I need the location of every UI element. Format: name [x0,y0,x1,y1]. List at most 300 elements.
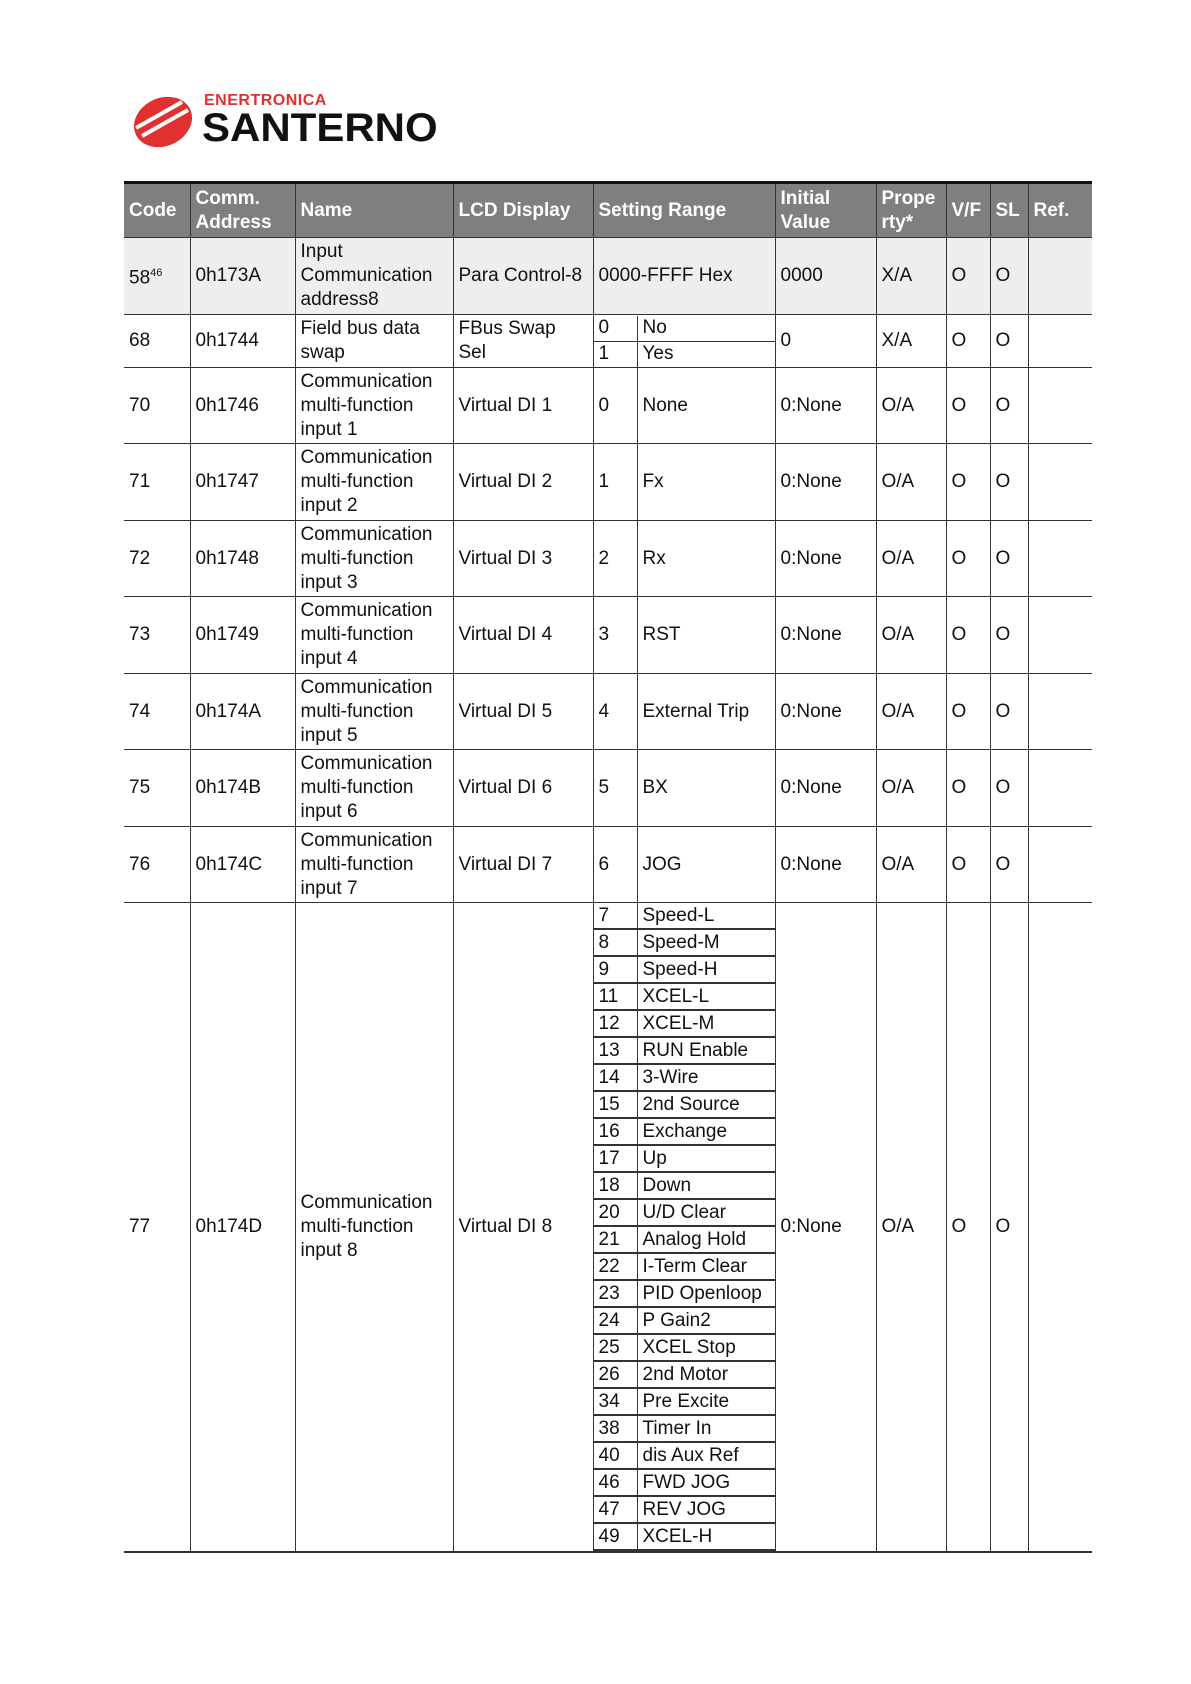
property-cell [876,827,946,903]
address-cell-text: 0h1748 [195,547,259,569]
name-cell-text: Communication multi-function input 4 [300,600,433,669]
initial-value-cell-text: 0:None [780,547,842,569]
option-row [594,827,775,902]
option-value: 40 [594,1442,638,1469]
vf-cell-text: O [951,330,967,351]
logo-mark-icon [130,92,196,152]
option-label: XCEL-H [637,1523,775,1550]
option-value: 6 [598,853,610,875]
setting-range-cell [593,521,775,597]
sl-cell-text: O [995,700,1011,722]
lcd-display-cell [453,827,593,903]
code-cell [124,674,190,750]
name-cell [295,597,453,674]
setting-range-cell [593,903,775,1553]
table-row [124,750,1092,827]
vf-cell [946,674,990,750]
name-cell [295,750,453,827]
option-label: Exchange [637,1118,775,1145]
option-label: Yes [637,341,775,367]
code-cell-text: 75 [129,777,151,798]
lcd-display-cell [453,444,593,521]
address-cell [190,315,295,368]
setting-range-cell [593,368,775,444]
code-cell [124,750,190,827]
table-row [124,597,1092,674]
option-row [594,1442,775,1469]
column-header: Comm. Address [190,183,295,238]
option-label: PID Openloop [637,1280,775,1307]
ref-cell [1028,315,1092,368]
lcd-display-cell [453,521,593,597]
sl-cell-text: O [995,624,1011,645]
table-row [124,238,1092,315]
option-row [594,444,775,520]
option-label: I-Term Clear [637,1253,775,1280]
lcd-display-cell [453,315,593,368]
option-row [594,1496,775,1523]
option-row [594,1469,775,1496]
sl-cell [990,597,1028,674]
sl-cell [990,238,1028,315]
footnote-ref: 46 [150,267,163,280]
vf-cell [946,238,990,315]
option-label: dis Aux Ref [637,1442,775,1469]
vf-cell [946,827,990,903]
option-label: Pre Excite [637,1388,775,1415]
options-list [594,597,775,673]
option-row [594,1280,775,1307]
sl-cell-text: O [995,471,1011,492]
option-value: 12 [594,1010,638,1037]
column-header: LCD Display [453,183,593,238]
option-row [594,1226,775,1253]
property-cell-text: O/A [881,777,915,798]
initial-value-cell-text: 0:None [780,471,842,492]
name-cell [295,903,453,1553]
ref-cell [1028,674,1092,750]
lcd-display-cell-text: Virtual DI 2 [458,471,553,492]
property-cell-text: O/A [881,1216,915,1237]
lcd-display-cell-text: Para Control-8 [458,265,583,286]
lcd-display-cell [453,368,593,444]
code-cell-text: 77 [129,1216,151,1237]
vf-cell [946,903,990,1553]
option-label: 3-Wire [637,1064,775,1091]
column-header: Initial Value [775,183,876,238]
name-cell-text: Communication multi-function input 7 [300,829,433,899]
option-label: Timer In [637,1415,775,1442]
option-row [594,1334,775,1361]
option-value: 3 [598,624,610,645]
address-cell-text: 0h1746 [195,394,259,416]
option-value: 0 [598,394,610,416]
name-cell [295,674,453,750]
vf-cell-text: O [951,265,967,286]
lcd-display-cell-text: Virtual DI 6 [458,777,553,798]
option-value: 7 [594,903,638,929]
table-row [124,315,1092,368]
property-cell-text: O/A [881,853,915,875]
ref-cell [1028,238,1092,315]
option-value: 16 [594,1118,638,1145]
option-row [594,1361,775,1388]
vf-cell-text: O [951,547,967,569]
initial-value-cell-text: 0:None [780,777,842,798]
property-cell [876,238,946,315]
address-cell-text: 0h174B [195,777,262,798]
address-cell [190,444,295,521]
sl-cell [990,903,1028,1553]
code-cell [124,597,190,674]
option-row [594,1118,775,1145]
options-list [594,750,775,826]
initial-value-cell-text: 0 [780,330,792,351]
property-cell-text: O/A [881,547,915,569]
option-label: Down [637,1172,775,1199]
initial-value-cell [775,521,876,597]
address-cell [190,521,295,597]
option-row [594,1523,775,1550]
option-value: 49 [594,1523,638,1550]
initial-value-cell [775,903,876,1553]
sl-cell-text: O [995,853,1011,875]
ref-cell [1028,827,1092,903]
option-row [594,368,775,443]
option-label: Speed-M [637,929,775,956]
sl-cell-text: O [995,394,1011,416]
name-cell-text: Input Communication address8 [300,241,433,310]
option-value: 9 [594,956,638,983]
option-label: No [637,316,775,342]
option-row [594,903,775,929]
option-value: 21 [594,1226,638,1253]
setting-range-cell [593,827,775,903]
address-cell-text: 0h173A [195,265,262,286]
sl-cell-text: O [995,265,1011,286]
lcd-display-cell-text: FBus Swap Sel [458,318,556,363]
initial-value-cell [775,597,876,674]
column-header: Code [124,183,190,238]
ref-cell [1028,597,1092,674]
property-cell-text: O/A [881,700,915,722]
setting-range-cell [593,750,775,827]
option-row [594,341,775,367]
option-value: 26 [594,1361,638,1388]
sl-cell-text: O [995,547,1011,569]
option-value: 1 [594,341,638,367]
option-row [594,1064,775,1091]
property-cell [876,750,946,827]
option-row [594,1253,775,1280]
address-cell [190,368,295,444]
lcd-display-cell [453,750,593,827]
name-cell-text: Field bus data swap [300,318,420,363]
lcd-display-cell-text: Virtual DI 4 [458,624,553,645]
option-label: BX [637,750,775,826]
code-cell [124,238,190,315]
code-cell [124,315,190,368]
name-cell [295,521,453,597]
column-header: Name [295,183,453,238]
option-value: 20 [594,1199,638,1226]
setting-range-cell [593,315,775,368]
code-cell-text: 76 [129,853,151,875]
column-header: Prope rty* [876,183,946,238]
vf-cell [946,597,990,674]
lcd-display-cell [453,674,593,750]
option-row [594,1091,775,1118]
option-value: 11 [594,983,638,1010]
address-cell [190,238,295,315]
lcd-display-cell-text: Virtual DI 8 [458,1216,553,1237]
table-header [124,183,1092,238]
table-row [124,444,1092,521]
vf-cell [946,368,990,444]
code-cell [124,368,190,444]
option-label: REV JOG [637,1496,775,1523]
column-header: SL [990,183,1028,238]
vf-cell-text: O [951,1216,967,1237]
vf-cell [946,521,990,597]
options-list [594,903,775,1551]
option-value: 46 [594,1469,638,1496]
vf-cell [946,315,990,368]
option-label: Up [637,1145,775,1172]
code-cell-text: 71 [129,471,151,492]
name-cell-text: Communication multi-function input 5 [300,676,433,746]
option-value: 24 [594,1307,638,1334]
santerno-logo [130,88,450,158]
name-cell-text: Communication multi-function input 3 [300,523,433,593]
option-label: 2nd Source [637,1091,775,1118]
vf-cell-text: O [951,700,967,722]
code-cell-text: 70 [129,394,151,416]
address-cell-text: 0h174A [195,700,262,722]
name-cell-text: Communication multi-function input 2 [300,447,433,516]
sl-cell [990,368,1028,444]
sl-cell-text: O [995,330,1011,351]
property-cell [876,444,946,521]
option-label: External Trip [637,674,775,749]
code-cell [124,903,190,1553]
lcd-display-cell-text: Virtual DI 7 [458,853,553,875]
option-label: Rx [637,521,775,596]
options-list [594,316,775,367]
options-list [594,827,775,902]
option-row [594,929,775,956]
option-label: Analog Hold [637,1226,775,1253]
setting-range-cell [593,674,775,750]
name-cell [295,315,453,368]
setting-range-cell [593,597,775,674]
option-row [594,1172,775,1199]
logo-subtitle: ENERTRONICA [204,92,327,109]
option-value: 34 [594,1388,638,1415]
option-row [594,983,775,1010]
address-cell-text: 0h174D [195,1216,263,1237]
parameter-table [124,181,1092,1553]
option-value: 1 [598,471,610,492]
code-cell-text: 74 [129,700,151,722]
option-label: Fx [637,444,775,520]
option-label: P Gain2 [637,1307,775,1334]
option-row [594,1307,775,1334]
initial-value-cell [775,238,876,315]
option-label: 2nd Motor [637,1361,775,1388]
code-cell-text: 58 [129,267,151,289]
initial-value-cell-text: 0:None [780,394,842,416]
sl-cell-text: O [995,777,1011,798]
initial-value-cell [775,674,876,750]
vf-cell-text: O [951,394,967,416]
ref-cell [1028,750,1092,827]
option-label: U/D Clear [637,1199,775,1226]
initial-value-cell-text: 0:None [780,853,842,875]
table-row [124,521,1092,597]
initial-value-cell-text: 0:None [780,624,842,645]
address-cell-text: 0h1747 [195,471,259,492]
vf-cell-text: O [951,471,967,492]
option-row [594,750,775,826]
address-cell-text: 0h174C [195,853,263,875]
lcd-display-cell-text: Virtual DI 1 [458,394,553,416]
option-value: 0 [598,317,610,338]
sl-cell [990,750,1028,827]
sl-cell-text: O [995,1216,1011,1237]
option-row [594,597,775,673]
address-cell-text: 0h1744 [195,330,259,351]
option-value: 5 [598,777,610,798]
sl-cell [990,444,1028,521]
option-row [594,316,775,342]
table-row [124,903,1092,1553]
address-cell [190,903,295,1553]
option-label: Speed-L [637,903,775,929]
property-cell [876,368,946,444]
option-label: None [637,368,775,443]
property-cell [876,315,946,368]
sl-cell [990,674,1028,750]
property-cell-text: X/A [881,330,913,351]
option-row [594,956,775,983]
table-row [124,368,1092,444]
vf-cell-text: O [951,777,967,798]
lcd-display-cell [453,597,593,674]
sl-cell [990,521,1028,597]
property-cell [876,903,946,1553]
option-value: 4 [598,700,610,722]
options-list [594,368,775,443]
initial-value-cell [775,368,876,444]
address-cell [190,597,295,674]
option-row [594,1199,775,1226]
option-row [594,1415,775,1442]
option-value: 13 [594,1037,638,1064]
option-label: XCEL-L [637,983,775,1010]
property-cell-text: X/A [881,265,913,286]
name-cell [295,368,453,444]
column-header: V/F [946,183,990,238]
option-value: 25 [594,1334,638,1361]
column-header: Ref. [1028,183,1092,238]
table-row [124,827,1092,903]
sl-cell [990,315,1028,368]
initial-value-cell [775,444,876,521]
logo-title: SANTERNO [202,106,438,150]
option-label: Speed-H [637,956,775,983]
lcd-display-cell-text: Virtual DI 5 [458,700,553,722]
initial-value-cell [775,750,876,827]
code-cell [124,521,190,597]
lcd-display-cell-text: Virtual DI 3 [458,547,553,569]
initial-value-cell [775,827,876,903]
option-value: 8 [594,929,638,956]
initial-value-cell-text: 0:None [780,700,842,722]
lcd-display-cell [453,903,593,1553]
option-label: RUN Enable [637,1037,775,1064]
ref-cell [1028,903,1092,1553]
option-row [594,674,775,749]
ref-cell [1028,368,1092,444]
option-value: 18 [594,1172,638,1199]
name-cell [295,827,453,903]
vf-cell [946,750,990,827]
setting-range-cell-text: 0000-FFFF Hex [598,265,733,286]
address-cell-text: 0h1749 [195,624,259,645]
option-value: 14 [594,1064,638,1091]
ref-cell [1028,521,1092,597]
address-cell [190,750,295,827]
options-list [594,674,775,749]
option-value: 23 [594,1280,638,1307]
table-row [124,674,1092,750]
setting-range-cell [593,238,775,315]
name-cell-text: Communication multi-function input 8 [300,1192,433,1261]
option-value: 47 [594,1496,638,1523]
option-value: 22 [594,1253,638,1280]
property-cell [876,674,946,750]
ref-cell [1028,444,1092,521]
name-cell-text: Communication multi-function input 6 [300,753,433,822]
option-label: XCEL-M [637,1010,775,1037]
option-row [594,1010,775,1037]
code-cell [124,827,190,903]
name-cell-text: Communication multi-function input 1 [300,370,433,440]
option-row [594,521,775,596]
property-cell-text: O/A [881,624,915,645]
name-cell [295,238,453,315]
code-cell-text: 68 [129,330,151,351]
option-label: FWD JOG [637,1469,775,1496]
option-label: JOG [637,827,775,902]
option-label: RST [637,597,775,673]
property-cell-text: O/A [881,394,915,416]
property-cell [876,597,946,674]
initial-value-cell-text: 0000 [780,265,823,286]
property-cell [876,521,946,597]
address-cell [190,827,295,903]
option-value: 2 [598,547,610,569]
option-row [594,1388,775,1415]
option-value: 15 [594,1091,638,1118]
option-value: 38 [594,1415,638,1442]
sl-cell [990,827,1028,903]
column-header: Setting Range [593,183,775,238]
option-label: XCEL Stop [637,1334,775,1361]
code-cell-text: 72 [129,547,151,569]
initial-value-cell [775,315,876,368]
